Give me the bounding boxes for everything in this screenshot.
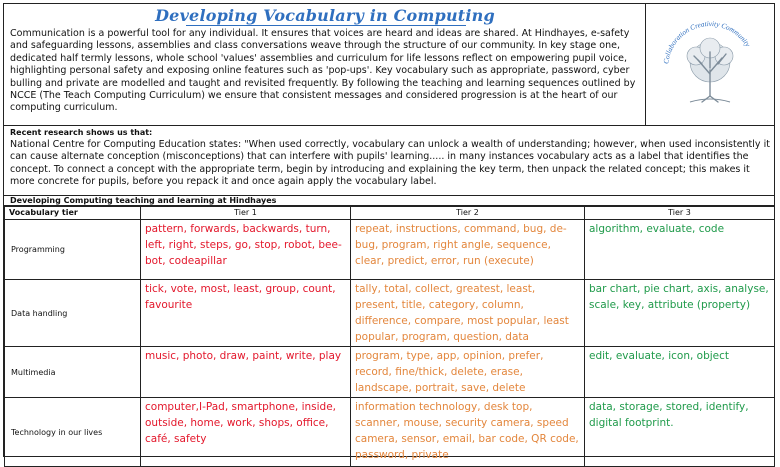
table-row bbox=[5, 398, 775, 467]
logo-arc-text: Collaboration Creativity Community bbox=[662, 19, 752, 65]
column-header-tier1: Tier 1 bbox=[141, 207, 351, 220]
intro-paragraph: Communication is a powerful tool for any individual. It ensures that voices are heard and ideas are shared. At Hindhayes, e-safety and safeguarding lessons, assemblies and class conversations weave through the structure of our community. In key stage one, dedicated half termly lessons, whole school 'values' assemblies and curriculum for life lessons reflect on empowering pupil voice, highlighting personal safety and exposing online features such as 'pop-ups'. Key vocabulary such as appropriate, password, cyber bulling and private are modelled and taught and revisited frequently. By following the teaching and learning sequences outlined by NCCE (The Teach Computing Curriculum) we ensure that consistent messages and considered progression is at the heart of our computing curriculum. bbox=[10, 28, 636, 114]
tier1-words: tick, vote, most, least, group, count, favourite bbox=[141, 280, 351, 347]
tier2-words: program, type, app, opinion, prefer, record, fine/thick, delete, erase, landscape, portrait, save, delete bbox=[351, 347, 585, 398]
tier3-words: data, storage, stored, identify, digital footprint. bbox=[585, 398, 775, 467]
table-row bbox=[5, 220, 775, 280]
table-row bbox=[5, 347, 775, 398]
page-title: Developing Vocabulary in Computing bbox=[155, 6, 495, 25]
research-paragraph: National Centre for Computing Education states: "When used correctly, vocabulary can unlock a wealth of understanding; however, when used inconsistently it can cause alternate conception (misconceptions) that can interfere with pupils' learning..... in many instances vocabulary acts as a label that identifies the concept. To connect a concept with the appropriate term, begin by introducing and explaining the key term, then unpack the related concept; this makes it more concrete for pupils, before you repack it and once again apply the vocabulary label. bbox=[10, 139, 770, 188]
tier3-words: edit, evaluate, icon, object bbox=[585, 347, 775, 398]
tree-logo-icon bbox=[660, 10, 760, 114]
tier1-words: pattern, forwards, backwards, turn, left, right, steps, go, stop, robot, bee-bot, codeapillar bbox=[141, 220, 351, 280]
row-label: Multimedia bbox=[5, 347, 141, 398]
tier2-words: information technology, desk top, scanner, mouse, security camera, speed camera, sensor, email, bar code, QR code, password, private bbox=[351, 398, 585, 467]
table-heading: Developing Computing teaching and learning at Hindhayes bbox=[10, 196, 277, 205]
tier1-words: computer,I-Pad, smartphone, inside, outside, home, work, shops, office, café, safety bbox=[141, 398, 351, 467]
column-header-tier: Vocabulary tier bbox=[5, 207, 141, 220]
vocabulary-table bbox=[4, 206, 775, 467]
table-row bbox=[5, 280, 775, 347]
column-header-tier2: Tier 2 bbox=[351, 207, 585, 220]
tier3-words: bar chart, pie chart, axis, analyse, scale, key, attribute (property) bbox=[585, 280, 775, 347]
tier1-words: music, photo, draw, paint, write, play bbox=[141, 347, 351, 398]
row-label: Programming bbox=[5, 220, 141, 280]
tier2-words: repeat, instructions, command, bug, de-bug, program, right angle, sequence, clear, predict, error, run (execute) bbox=[351, 220, 585, 280]
tier2-words: tally, total, collect, greatest, least, present, title, category, column, difference, compare, most popular, least popular, program, question, data bbox=[351, 280, 585, 347]
vocabulary-document bbox=[3, 3, 775, 461]
title-underline bbox=[186, 25, 466, 26]
tier3-words: algorithm, evaluate, code bbox=[585, 220, 775, 280]
table-header-row bbox=[5, 207, 775, 220]
column-header-tier3: Tier 3 bbox=[585, 207, 775, 220]
row-label: Data handling bbox=[5, 280, 141, 347]
school-logo bbox=[646, 4, 774, 126]
intro-section bbox=[4, 4, 646, 126]
row-label: Technology in our lives bbox=[5, 398, 141, 467]
research-heading: Recent research shows us that: bbox=[10, 128, 153, 137]
